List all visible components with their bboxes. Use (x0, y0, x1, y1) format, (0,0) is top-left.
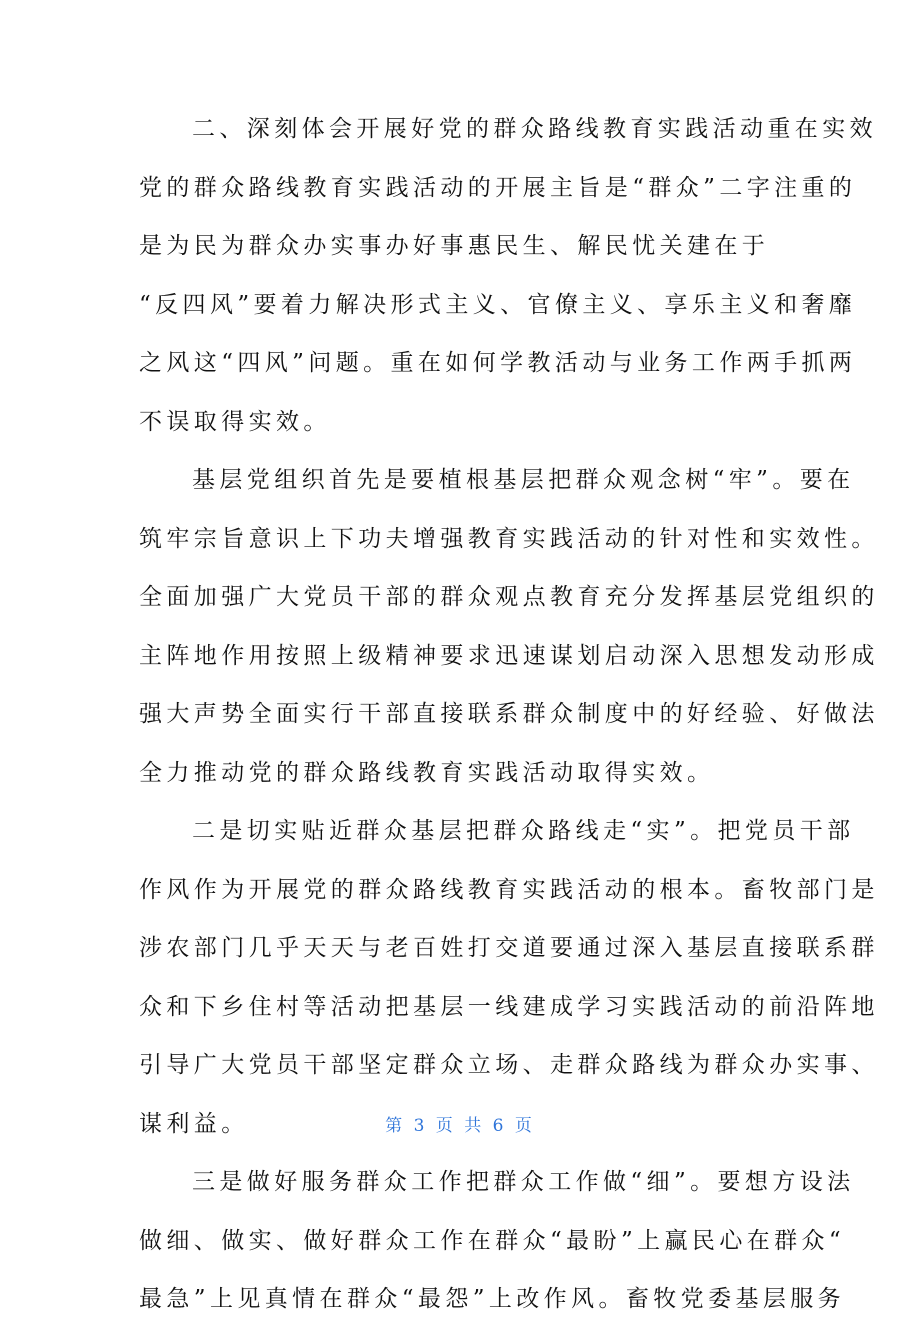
text-line: 全面加强广大党员干部的群众观点教育充分发挥基层党组织的 (139, 584, 879, 610)
text-line: 全力推动党的群众路线教育实践活动取得实效。 (139, 759, 715, 786)
page-number-footer: 第 3 页 共 6 页 (385, 1116, 535, 1136)
text-line: 二、深刻体会开展好党的群众路线教育实践活动重在实效 (192, 116, 877, 142)
text-line: 是为民为群众办实事办好事惠民生、解民忧关建在于 (139, 233, 770, 259)
text-line: 主阵地作用按照上级精神要求迅速谋划启动深入思想发动形成 (139, 642, 879, 669)
text-line: “反四风”要着力解决形式主义、官僚主义、享乐主义和奢靡 (139, 291, 857, 318)
text-line: 不误取得实效。 (139, 408, 331, 435)
text-line: 做细、做实、做好群众工作在群众“最盼”上赢民心在群众“ (139, 1227, 846, 1254)
text-line: 涉农部门几乎天天与老百姓打交道要通过深入基层直接联系群 (139, 935, 879, 961)
text-line: 党的群众路线教育实践活动的开展主旨是“群众”二字注重的 (139, 174, 857, 201)
text-line: 引导广大党员干部坚定群众立场、走群众路线为群众办实事、 (139, 1052, 879, 1078)
document-body (139, 100, 879, 1329)
text-line: 最急”上见真情在群众“最怨”上改作风。畜牧党委基层服务 (139, 1286, 846, 1312)
text-line: 筑牢宗旨意识上下功夫增强教育实践活动的针对性和实效性。 (139, 525, 879, 552)
text-line: 谋利益。 (139, 1110, 249, 1137)
text-line: 三是做好服务群众工作把群众工作做“细”。要想方设法 (192, 1169, 855, 1195)
text-line: 基层党组织首先是要植根基层把群众观念树“牢”。要在 (192, 467, 855, 493)
text-line: 强大声势全面实行干部直接联系群众制度中的好经验、好做法 (139, 701, 879, 727)
text-line: 众和下乡住村等活动把基层一线建成学习实践活动的前沿阵地 (139, 993, 879, 1020)
text-line: 之风这“四风”问题。重在如何学教活动与业务工作两手抓两 (139, 350, 857, 376)
text-line: 作风作为开展党的群众路线教育实践活动的根本。畜牧部门是 (139, 876, 879, 903)
text-line: 二是切实贴近群众基层把群众路线走“实”。把党员干部 (192, 818, 855, 844)
